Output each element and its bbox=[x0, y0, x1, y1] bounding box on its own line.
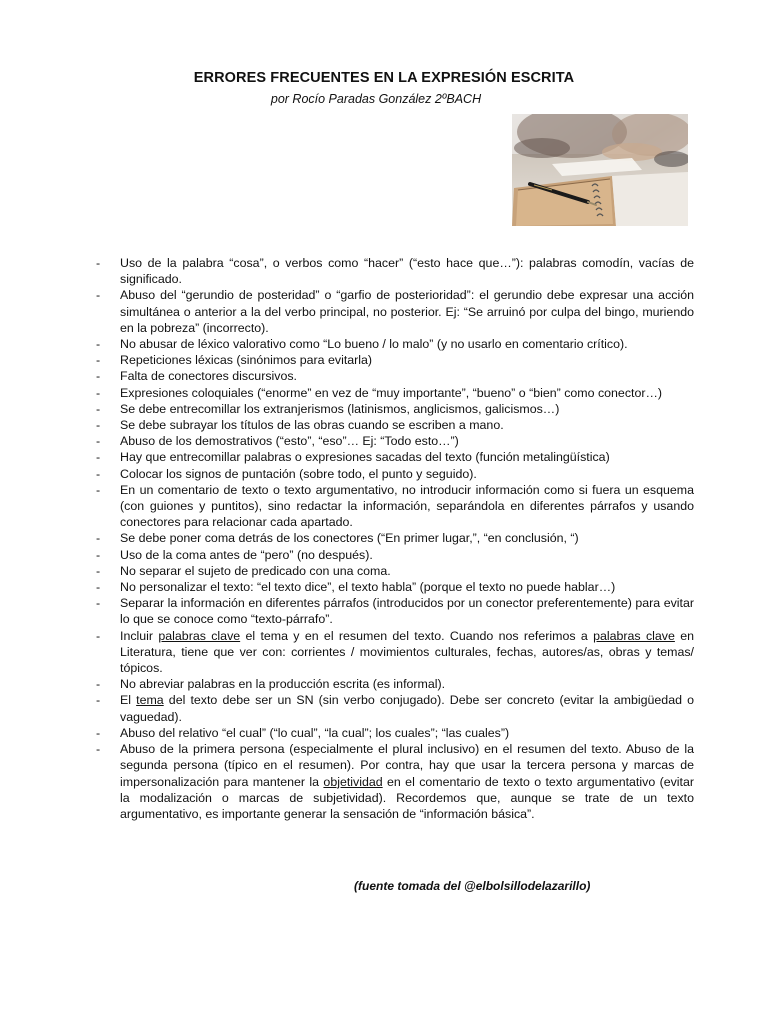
list-item bbox=[96, 466, 694, 482]
item-text: Se debe subrayar los títulos de las obras cuando se escriben a mano. bbox=[120, 418, 504, 433]
bullet-dash: - bbox=[96, 531, 101, 546]
bullet-dash: - bbox=[96, 288, 101, 303]
bullet-dash: - bbox=[96, 434, 101, 449]
document-title: ERRORES FRECUENTES EN LA EXPRESIÓN ESCRITA bbox=[193, 70, 575, 86]
item-text: Uso de la coma antes de “pero” (no después). bbox=[120, 547, 373, 562]
list-item bbox=[96, 595, 694, 627]
list-item bbox=[96, 530, 694, 546]
list-item bbox=[96, 401, 694, 417]
source-credit: (fuente tomada del @elbolsillodelazarillo) bbox=[354, 879, 591, 893]
list-item bbox=[96, 385, 694, 401]
item-text: Colocar los signos de puntación (sobre todo, el punto y seguido). bbox=[120, 466, 477, 481]
bullet-dash: - bbox=[96, 401, 101, 416]
bullet-dash: - bbox=[96, 256, 101, 270]
errors-list bbox=[96, 255, 694, 822]
item-text: el tema y en el resumen del texto. Cuando nos referimos a bbox=[240, 628, 594, 643]
item-text: El bbox=[120, 693, 137, 708]
notebook-pen-photo bbox=[512, 114, 688, 226]
item-text: en Literatura, tiene que ver con: corrientes / movimientos culturales, fechas, autores/as, obras y temas/ tópicos. bbox=[120, 628, 694, 676]
item-text: Falta de conectores discursivos. bbox=[120, 369, 297, 384]
underlined-term: palabras clave bbox=[158, 628, 241, 643]
bullet-dash: - bbox=[96, 677, 101, 692]
bullet-dash: - bbox=[96, 725, 101, 740]
item-text: En un comentario de texto o texto argumentativo, no introducir información como si fuera un esquema (con guiones y puntitos), sino redactar la información, separándola en diferentes párrafos y usando conectores para relacionar cada apartado. bbox=[120, 482, 694, 530]
list-item bbox=[96, 725, 694, 741]
item-text: Incluir bbox=[120, 628, 159, 643]
list-item bbox=[96, 433, 694, 449]
bullet-dash: - bbox=[96, 418, 101, 433]
list-item bbox=[96, 563, 694, 579]
list-item bbox=[96, 336, 694, 352]
bullet-dash: - bbox=[96, 693, 101, 708]
bullet-dash: - bbox=[96, 580, 101, 595]
bullet-dash: - bbox=[96, 596, 101, 611]
list-item bbox=[96, 741, 694, 822]
list-item bbox=[96, 676, 694, 692]
item-text: Abuso de los demostrativos (“esto”, “eso”… Ej: “Todo esto…”) bbox=[120, 434, 459, 449]
underlined-term: objetividad bbox=[323, 774, 383, 789]
item-text: Uso de la palabra “cosa”, o verbos como “hacer” (“esto hace que…”): palabras comodín, vacías de significado. bbox=[120, 256, 694, 287]
item-text: Hay que entrecomillar palabras o expresiones sacadas del texto (función metalingüística) bbox=[120, 450, 610, 465]
bullet-dash: - bbox=[96, 337, 101, 352]
underlined-term: tema bbox=[136, 693, 164, 708]
list-item bbox=[96, 628, 694, 677]
item-text: No personalizar el texto: “el texto dice”, el texto habla” (porque el texto no puede hablar…) bbox=[120, 580, 616, 595]
list-item bbox=[96, 449, 694, 465]
item-text: Abuso del “gerundio de posteridad” o “garfio de posterioridad”: el gerundio debe expresar una acción simultánea o anterior a la del verbo principal, no posterior. Ej: “Se arruinó por culpa del bingo, muriendo en la pobreza” (incorrecto). bbox=[120, 288, 694, 335]
item-text: No abusar de léxico valorativo como “Lo bueno / lo malo” (y no usarlo en comentario crítico). bbox=[120, 337, 628, 352]
item-text: en el comentario de texto o texto argumentativo (evitar la modalización o marcas de subjetividad). Recordemos que, aunque se trate de un texto argumentativo, es importante generar la sensación de “información básica”. bbox=[120, 774, 695, 821]
list-item bbox=[96, 255, 694, 287]
item-text: Separar la información en diferentes párrafos (introducidos por un conector preferentemente) para evitar lo que se conoce como “texto-párrafo”. bbox=[120, 596, 694, 627]
list-item bbox=[96, 482, 694, 531]
bullet-dash: - bbox=[96, 369, 101, 384]
bullet-dash: - bbox=[96, 563, 101, 578]
item-text: Se debe entrecomillar los extranjerismos (latinismos, anglicismos, galicismos…) bbox=[120, 401, 560, 416]
bullet-dash: - bbox=[96, 742, 101, 757]
bullet-dash: - bbox=[96, 466, 101, 481]
list-item bbox=[96, 287, 694, 336]
list-item bbox=[96, 547, 694, 563]
underlined-term: palabras clave bbox=[593, 628, 675, 643]
bullet-dash: - bbox=[96, 450, 101, 465]
bullet-dash: - bbox=[96, 547, 101, 562]
item-text: Abuso de la primera persona (especialmente el plural inclusivo) en el resumen del texto. Abuso de la segunda persona (típico en el resumen). Por contra, hay que usar la tercera persona y marcas de impersonalización para mantener la bbox=[120, 742, 694, 789]
item-text: Abuso del relativo “el cual” (“lo cual”, “la cual”; los cuales”; “las cuales”) bbox=[120, 725, 510, 740]
list-item bbox=[96, 368, 694, 384]
bullet-dash: - bbox=[96, 482, 101, 497]
item-text: Expresiones coloquiales (“enorme” en vez de “muy importante”, “bueno” o “bien” como conector…) bbox=[120, 385, 662, 400]
list-item bbox=[96, 692, 694, 724]
list-item bbox=[96, 579, 694, 595]
item-text: Se debe poner coma detrás de los conectores (“En primer lugar,”, “en conclusión, “) bbox=[120, 531, 579, 546]
item-text: No abreviar palabras en la producción escrita (es informal). bbox=[120, 677, 446, 692]
bullet-dash: - bbox=[96, 628, 101, 643]
item-text: Repeticiones léxicas (sinónimos para evitarla) bbox=[120, 353, 373, 368]
item-text: del texto debe ser un SN (sin verbo conjugado). Debe ser concreto (evitar la ambigüedad o vaguedad). bbox=[120, 693, 694, 724]
list-item bbox=[96, 352, 694, 368]
bullet-dash: - bbox=[96, 385, 101, 400]
bullet-dash: - bbox=[96, 353, 101, 368]
photo-illustration bbox=[512, 114, 688, 226]
document-subtitle: por Rocío Paradas González 2ºBACH bbox=[270, 92, 482, 106]
list-item bbox=[96, 417, 694, 433]
item-text: No separar el sujeto de predicado con una coma. bbox=[120, 563, 391, 578]
